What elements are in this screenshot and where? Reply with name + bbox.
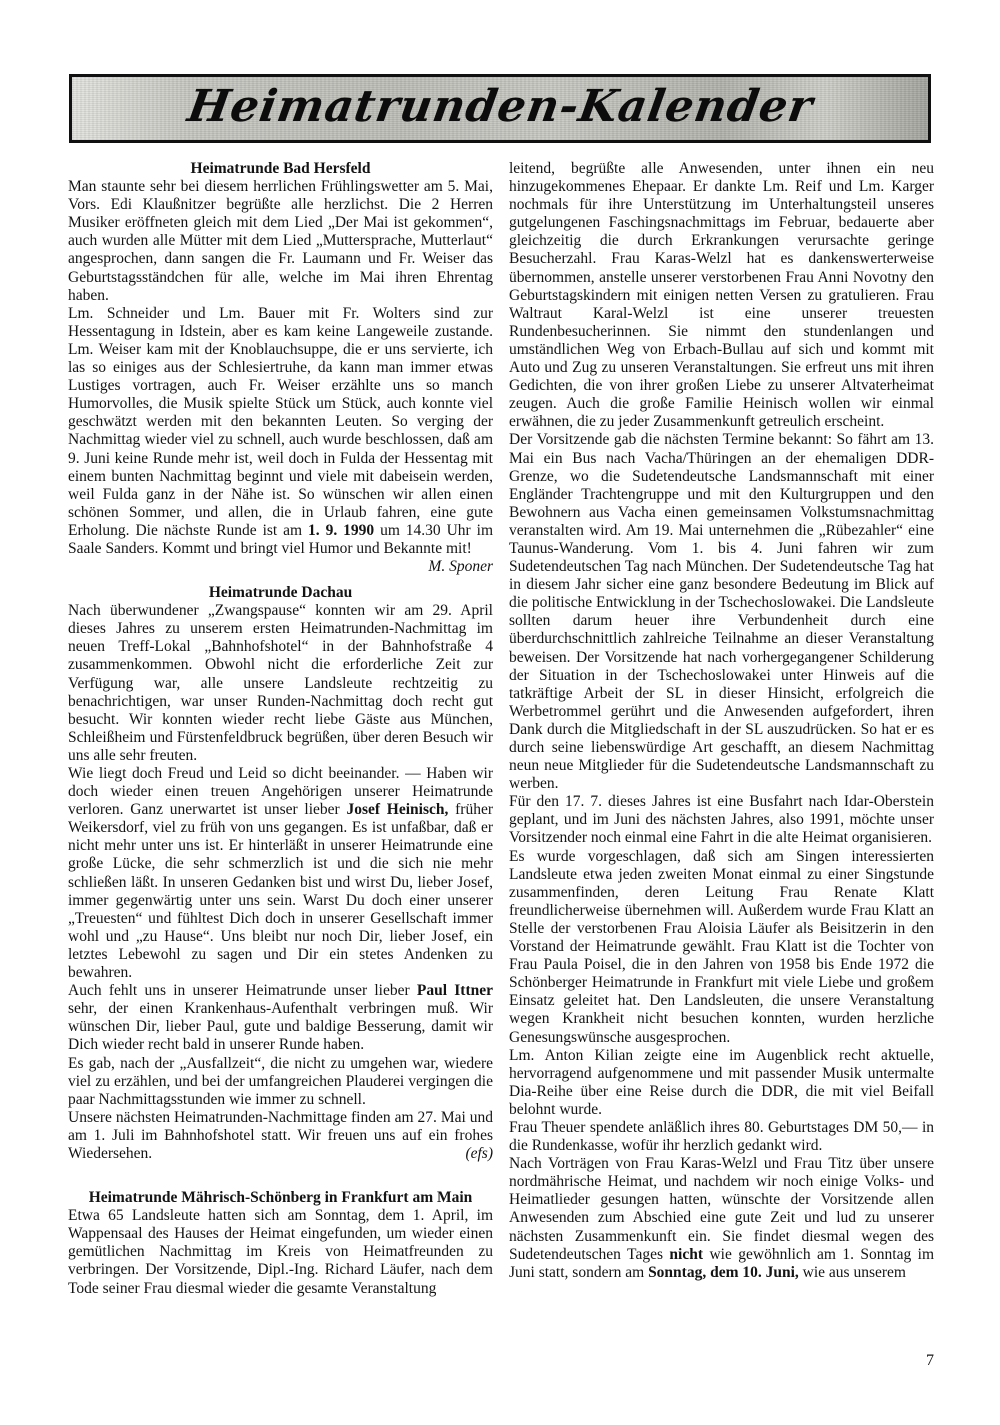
section-heading-dachau: Heimatrunde Dachau: [208, 584, 353, 602]
banner: [69, 74, 931, 143]
signature: (efs): [465, 1144, 493, 1162]
right-column: [509, 160, 934, 1298]
paragraph-text: Lm. Schneider und Lm. Bauer mit Fr. Wolters sind zur Hessentagung in Idstein, aber es kam keine Langeweile zustande. Lm. Weiser kam mit der Knoblauchsuppe, die er uns servierte, ich las so einiges aus der Schlesiertruhe, da kann man immer etwas Lustiges vortragen, auch Fr. Weiser erzählte uns so manch Humorvolles, die Musik spielte Stück um Stück, auch konnte viel geschwätzt werden mit den bekannten Leuten. So verging der Nachmittag wieder viel zu schnell, auch wurde beschlossen, daß am 9. Juni keine Runde mehr ist, weil doch in Fulda der Hessentag mit einem bunten Nachmittag beginnt und viele mit dabeisein werden, weil Fulda ganz in der Nähe ist. So wünschen wir allen einen schönen Sommer, und allen, die in Urlaub fahren, eine gute Erholung. Die nächste Runde ist am 1. 9. 1990 um 14.30 Uhr im Saale Sanders. Kommt und bringt viel Humor und Bekannte mit!: [68, 304, 493, 557]
page-number: 7: [926, 1352, 934, 1369]
paragraph: [68, 304, 493, 576]
paragraph: leitend, begrüßte alle Anwesenden, unter ihnen ein neu hinzugekommenes Ehepaar. Er dankte Lm. Reif und Lm. Karger nochmals für ihre Unterstützung im Unterhaltungsteil unseres gutgelungenen Faschingsnachmittags im Februar, bedauerte aber gleichzeitig die durch Erkrankungen verursachte geringe Besucherzahl. Frau Karas-Welzl hat es dankenswerterweise übernommen, anstelle unserer verstorbenen Frau Anni Novotny den Geburtstagskindern mit einigen netten Versen zu gratulieren. Frau Waltraut Karal-Welzl ist eine unserer treuesten Rundenbesucherinnen. Sie nimmt den stundenlangen und umständlichen Weg von Erbach-Bullau auf sich und kommt mit Auto und Zug zu unseren Veranstaltungen. Sie erfreut uns mit ihren Gedichten, die von ihrer großen Liebe zu unserer Altvaterheimat zeugen. Auch die große Familie Heinisch wollen wir einmal erwähnen, die zu jeder Zusammenkunft getreulich erscheint.: [509, 160, 934, 431]
paragraph: [68, 1109, 493, 1163]
article-columns: [68, 160, 934, 1298]
paragraph: Wie liegt doch Freud und Leid so dicht beeinander. — Haben wir doch wieder einen treuen Angehörigen unserer Heimatrunde verloren. Ganz unerwartet ist unser lieber Josef Heinisch, früher Weikersdorf, viel zu früh von uns gegangen. Es ist unfaßbar, daß er nicht mehr unter uns ist. Er hinterläßt in unserer Heimatrunde eine große Lücke, die sehr schmerzlich ist und die sich nie mehr schließen läßt. In unseren Gedanken bist und wirst Du, lieber Josef, immer gegenwärtig unter uns sein. Warst Du doch einer unserer „Treuesten“ und fühltest Dich doch in unserer Gesellschaft immer wohl und „zu Hause“. Uns bleibt nur noch Dir, lieber Josef, ein letztes Lebewohl zu sagen und Dir ein stetes Andenken zu bewahren.: [68, 765, 493, 982]
banner-title: Heimatrunden-Kalender: [184, 81, 817, 132]
paragraph: Für den 17. 7. dieses Jahres ist eine Busfahrt nach Idar-Oberstein geplant, und im Juni des nächsten Jahres, also 1991, möchte unser Vorsitzender noch einmal eine Fahrt in die alte Heimat organisieren.: [509, 793, 934, 847]
paragraph: Etwa 65 Landsleute hatten sich am Sonntag, dem 1. April, im Wappensaal des Hauses der Heimat eingefunden, um wieder einen gemütlichen Nachmittag im Kreis von Heimatfreunden zu verbringen. Der Vorsitzende, Dipl.-Ing. Richard Läufer, nach dem Tode seiner Frau diesmal wieder die gesamte Veranstaltung: [68, 1207, 493, 1297]
signature: M. Sponer: [428, 558, 493, 576]
paragraph: Nach überwundener „Zwangspause“ konnten wir am 29. April dieses Jahres zu unserem ersten Heimatrunden-Nachmittag im neuen Treff-Lokal „Bahnhofshotel“ in der Bahnhofstraße 4 zusammenkommen. Obwohl nicht die erforderliche Zeit zur Verfügung war, alle unsere Landsleute rechtzeitig zu benachrichtigen, war unser Runden-Nachmittag doch recht gut besucht. Wir konnten wieder recht liebe Gäste aus München, Schleißheim und Fürstenfeldbruck begrüßen, über deren Besuch wir uns alle sehr freuten.: [68, 602, 493, 764]
paragraph: Es wurde vorgeschlagen, daß sich am Singen interessierten Landsleute etwa jeden zweiten Monat einmal zu einer Singstunde zusammenfinden, deren Leitung Frau Renate Klatt freundlicherweise übernehmen will. Außerdem wurde Frau Klatt an Stelle der verstorbenen Frau Aloisia Läufer als Beisitzerin in den Vorstand der Heimatrunde gewählt. Frau Klatt ist die Tochter von Frau Paula Poisel, die in den Jahren von 1958 bis Ende 1972 die Schönberger Heimatrunde in Frankfurt mit viele Liebe und großem Einsatz geleitet hat. Den Landsleuten, die unsere Veranstaltung wegen Krankheit nicht besuchen konnten, wurden herzliche Genesungswünsche ausgesprochen.: [509, 847, 934, 1046]
paragraph: Es gab, nach der „Ausfallzeit“, die nicht zu umgehen war, wiedere viel zu erzählen, und bei der umfangreichen Plauderei vergingen die paar Nachmittagsstunden wie immer zu schnell.: [68, 1054, 493, 1108]
paragraph: Lm. Anton Kilian zeigte eine im Augenblick recht aktuelle, hervorragend aufgenommene und mit passender Musik untermalte Dia-Reihe über eine Reise durch die DDR, die mit viel Beifall belohnt wurde.: [509, 1046, 934, 1118]
paragraph-text: Unsere nächsten Heimatrunden-Nachmittage finden am 27. Mai und am 1. Juli im Bahnhofshotel statt. Wir freuen uns auf ein frohes Wiedersehen.: [68, 1108, 493, 1162]
left-column: [68, 160, 493, 1298]
paragraph: Der Vorsitzende gab die nächsten Termine bekannt: So fährt am 13. Mai ein Bus nach Vacha/Thüringen an der ehemaligen DDR-Grenze, wo die Sudetendeutsche Landsmannschaft mit einer Engländer Trachtengruppe und mit den Kulturgruppen und den Bewohnern aus Vacha einen gemeinsamen Volkstumsnachmittag veranstalten wird. Am 19. Mai unternehmen die „Rübezahler“ eine Taunus-Wanderung. Vom 1. bis 4. Juni fahren wir zum Sudetendeutschen Tag nach München. Der Sudetendeutsche Tag hat in diesem Jahr sicher eine ganz besondere Bedeutung im Blick auf die politische Entwicklung in der Tschechoslowakei. Die Landsleute sollten darum heuer ihre Verbundenheit durch eine überdurchschnittlich zahlreiche Teilnahme an dieser Veranstaltung beweisen. Der Vorsitzende hat nach vorhergegangener Schilderung der Situation in der Tschechoslowakei unter Hinweis auf die tatkräftige Arbeit der SL in dieser Hinsicht, erfolgreich die Werbetrommel gerührt und die Anwesenden aufgefordert, ihren Dank durch die Mitgliedschaft in der SL auszudrücken. So hat er es durch seine liebenswürdige Art geschafft, an diesem Nachmittag neun neue Mitglieder für die Sudetendeutsche Landsmannschaft zu werben.: [509, 431, 934, 793]
paragraph: Man staunte sehr bei diesem herrlichen Frühlingswetter am 5. Mai, Vors. Edi Klaußnitzer begrüßte alle herzlichst. Die 2 Herren Musiker eröffneten gleich mit dem Lied „Der Mai ist gekommen“, auch wurden alle Mütter mit dem Lied „Muttersprache, Mutterlaut“ angesprochen, dann sangen die Fr. Laumann und Fr. Weiser das Geburtstagsständchen für alle, welche im Mai ihren Ehrentag haben.: [68, 178, 493, 304]
paragraph: Auch fehlt uns in unserer Heimatrunde unser lieber Paul Ittner sehr, der einen Krankenhaus-Aufenthalt verbringen muß. Wir wünschen Dir, lieber Paul, gute und baldige Besserung, damit wir Dich wieder recht bald in unserer Runde haben.: [68, 982, 493, 1054]
section-heading-maehrisch-schoenberg: Heimatrunde Mährisch-Schönberg in Frankfurt am Main: [88, 1189, 473, 1207]
section-heading-bad-hersfeld: Heimatrunde Bad Hersfeld: [190, 160, 371, 177]
paragraph: Nach Vorträgen von Frau Karas-Welzl und Frau Titz über unsere nordmährische Heimat, und nachdem wir noch einige Volks- und Heimatlieder gesungen hatten, wünschte der Vorsitzende allen Anwesenden zum Abschied eine gute Zeit und lud zu unserer nächsten Zusammenkunft ein. Sie findet diesmal wegen des Sudetendeutschen Tages nicht wie gewöhnlich am 1. Sonntag im Juni statt, sondern am Sonntag, dem 10. Juni, wie aus unserem: [509, 1155, 934, 1281]
paragraph: Frau Theuer spendete anläßlich ihres 80. Geburtstages DM 50,— in die Rundenkasse, wofür ihr herzlich gedankt wird.: [509, 1118, 934, 1155]
